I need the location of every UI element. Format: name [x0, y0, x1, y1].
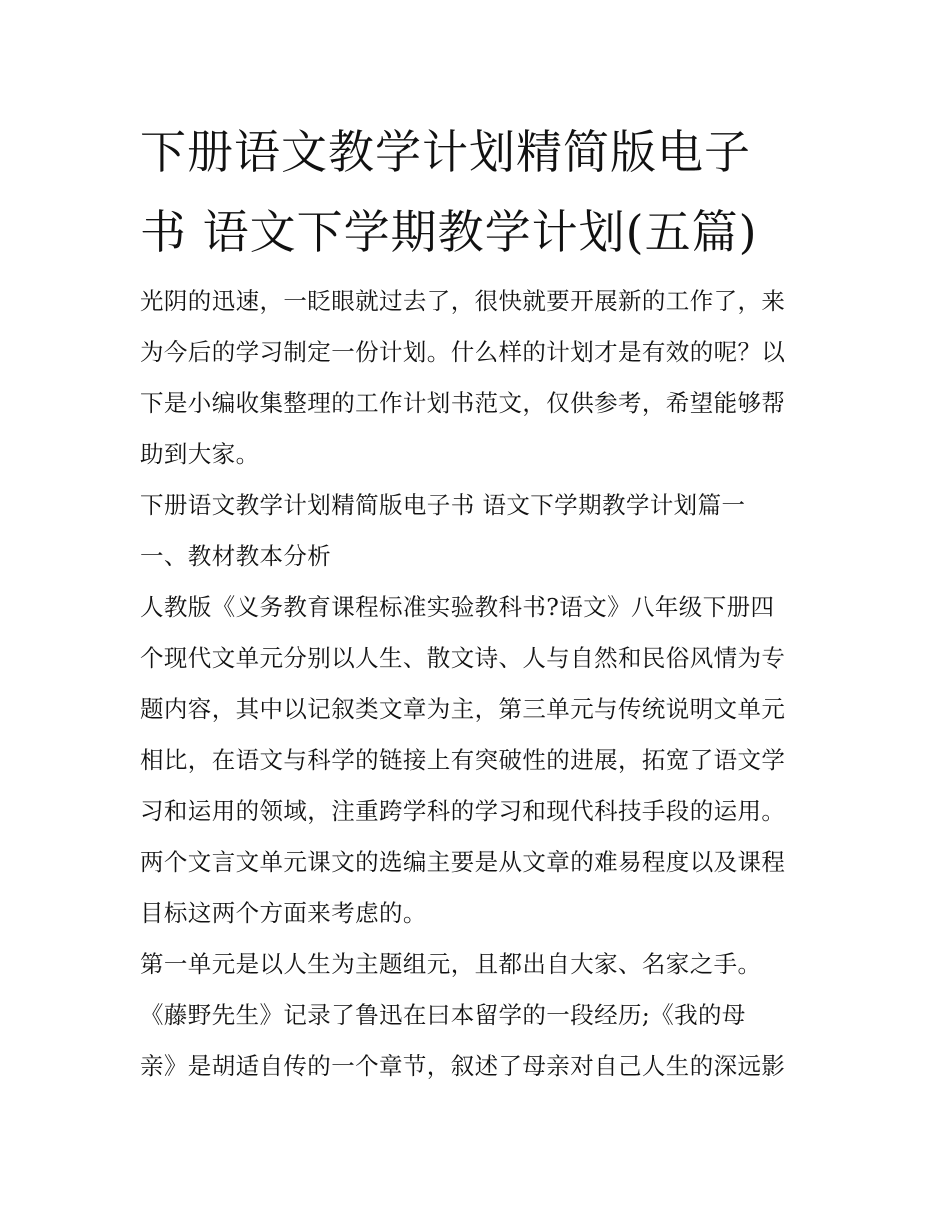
document-body — [140, 276, 830, 1092]
title-line: 下册语文教学计划精简版电子 — [140, 125, 751, 179]
subsection-heading: 一、教材教本分析 — [140, 542, 332, 570]
body-paragraph-line: 人教版《义务教育课程标准实验教科书?语文》八年级下册四 — [140, 593, 775, 621]
body-paragraph-line: 亲》是胡适自传的一个章节，叙述了母亲对自己人生的深远影 — [140, 1052, 786, 1080]
intro-paragraph-line: 为今后的学习制定一份计划。什么样的计划才是有效的呢？以 — [140, 338, 786, 366]
intro-paragraph-line: 光阴的迅速，一眨眼就过去了，很快就要开展新的工作了，来 — [140, 287, 786, 315]
intro-paragraph-line: 助到大家。 — [140, 440, 260, 468]
body-paragraph-line: 个现代文单元分别以人生、散文诗、人与自然和民俗风情为专 — [140, 644, 786, 672]
body-paragraph-line: 两个文言文单元课文的选编主要是从文章的难易程度以及课程 — [140, 848, 786, 876]
title-line: 书 语文下学期教学计划(五篇) — [140, 205, 758, 259]
body-paragraph-line: 题内容，其中以记叙类文章为主，第三单元与传统说明文单元 — [140, 695, 786, 723]
body-paragraph-line: 习和运用的领域，注重跨学科的学习和现代科技手段的运用。 — [140, 797, 786, 825]
body-paragraph-line: 第一单元是以人生为主题组元，且都出自大家、名家之手。 — [140, 950, 762, 978]
body-paragraph-line: 相比，在语文与科学的链接上有突破性的进展，拓宽了语文学 — [140, 746, 786, 774]
body-paragraph-line: 《藤野先生》记录了鲁迅在曰本留学的一段经历;《我的母 — [140, 1001, 746, 1029]
body-paragraph-line: 目标这两个方面来考虑的。 — [140, 899, 427, 927]
document-title — [140, 112, 830, 272]
intro-paragraph-line: 下是小编收集整理的工作计划书范文，仅供参考，希望能够帮 — [140, 389, 786, 417]
section-heading: 下册语文教学计划精简版电子书 语文下学期教学计划篇一 — [140, 491, 746, 519]
